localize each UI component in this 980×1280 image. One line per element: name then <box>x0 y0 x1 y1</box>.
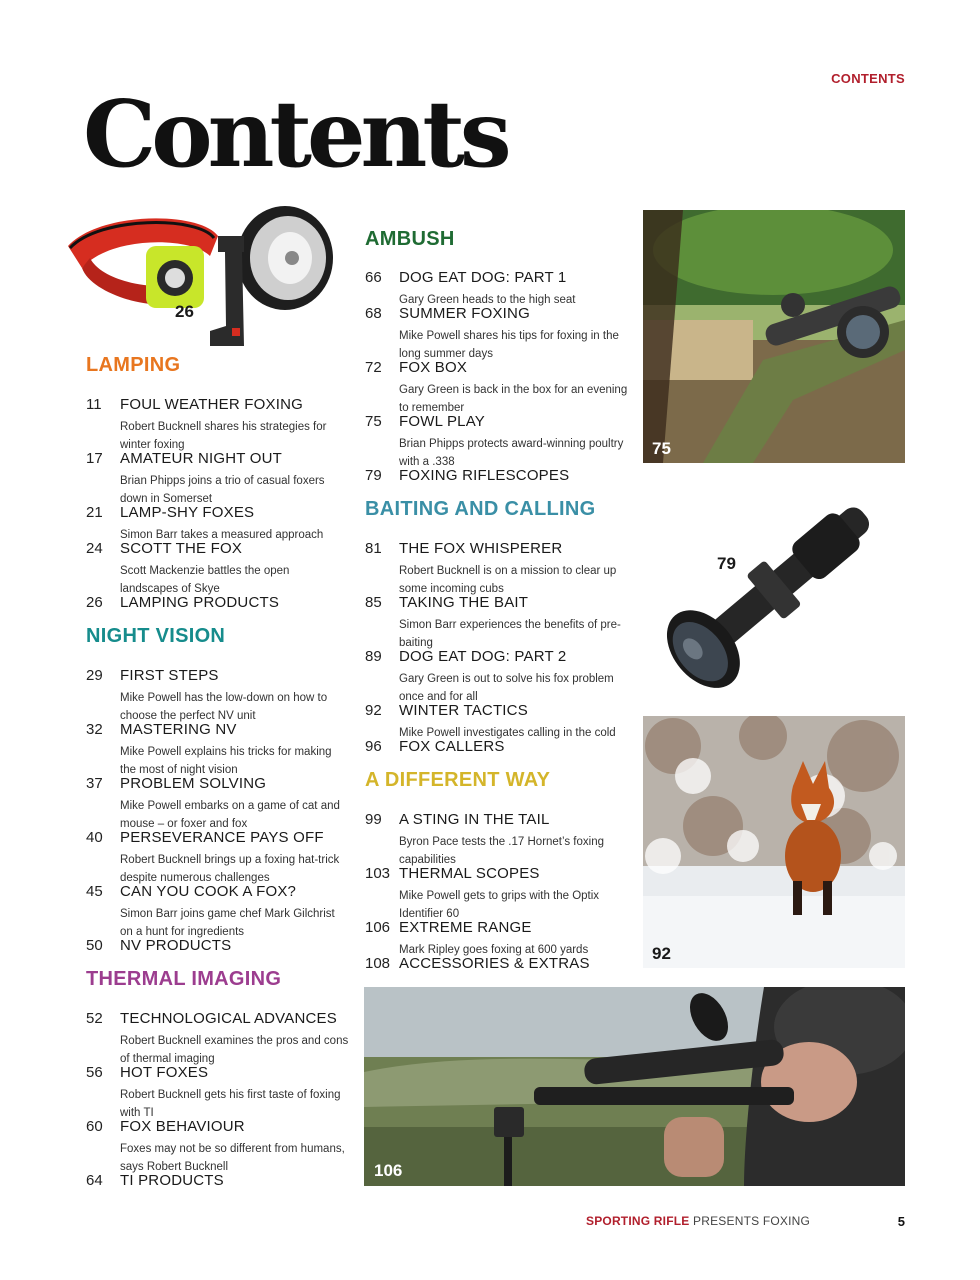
toc-desc: Gary Green is back in the box for an evening to remember <box>399 384 628 414</box>
toc-page: 60 <box>86 1118 103 1135</box>
toc-page: 99 <box>365 811 382 828</box>
toc-desc: Simon Barr joins game chef Mark Gilchrist on a hunt for ingredients <box>120 908 335 938</box>
toc-page: 32 <box>86 721 103 738</box>
section-different-way <box>365 769 550 792</box>
toc-title: FOX CALLERS <box>399 738 505 755</box>
toc-page: 103 <box>365 865 391 882</box>
toc-title: NV PRODUCTS <box>120 937 232 954</box>
toc-title: A STING IN THE TAIL <box>399 811 550 828</box>
thermal-imaging-list <box>86 1010 366 1200</box>
photo-page-label: 26 <box>175 302 194 321</box>
toc-title: SUMMER FOXING <box>399 305 530 322</box>
winter-fox-photo <box>643 716 905 968</box>
section-heading: AMBUSH <box>365 228 455 250</box>
toc-page: 66 <box>365 269 382 286</box>
photo-page-label: 106 <box>374 1161 403 1180</box>
ambush-list <box>365 269 635 489</box>
extreme-range-photo <box>364 987 905 1186</box>
toc-page: 64 <box>86 1172 103 1189</box>
toc-page: 29 <box>86 667 103 684</box>
section-heading: BAITING AND CALLING <box>365 498 596 520</box>
page-title: Contents <box>83 80 507 188</box>
toc-desc: Mike Powell investigates calling in the cold <box>399 727 616 739</box>
toc-page: 37 <box>86 775 103 792</box>
baiting-list <box>365 540 635 760</box>
riflescopes-photo <box>643 472 905 704</box>
footer-magazine <box>586 1214 810 1228</box>
toc-page: 85 <box>365 594 382 611</box>
toc-title: LAMP-SHY FOXES <box>120 504 255 521</box>
toc-desc: Foxes may not be so different from humans, says Robert Bucknell <box>120 1143 345 1173</box>
toc-desc: Robert Bucknell examines the pros and cons of thermal imaging <box>120 1035 349 1065</box>
toc-page: 11 <box>86 396 102 413</box>
toc-title: FOWL PLAY <box>399 413 485 430</box>
toc-title: TAKING THE BAIT <box>399 594 529 611</box>
night-vision-list <box>86 667 366 957</box>
toc-page: 26 <box>86 594 103 611</box>
toc-page: 52 <box>86 1010 103 1027</box>
photo-page-label: 75 <box>652 439 671 458</box>
toc-title: THERMAL SCOPES <box>399 865 540 882</box>
section-thermal-imaging <box>86 968 281 991</box>
toc-title: PERSEVERANCE PAYS OFF <box>120 829 324 846</box>
toc-desc: Mike Powell embarks on a game of cat and mouse – or foxer and fox <box>120 800 340 830</box>
section-heading: THERMAL IMAGING <box>86 968 282 990</box>
section-ambush <box>365 228 455 251</box>
toc-title: DOG EAT DOG: PART 1 <box>399 269 567 286</box>
section-tag: CONTENTS <box>831 71 905 86</box>
toc-desc: Robert Bucknell gets his first taste of foxing with TI <box>120 1089 341 1119</box>
toc-desc: Gary Green heads to the high seat <box>399 294 576 306</box>
fowl-play-photo <box>643 210 905 463</box>
page-number: 5 <box>897 1214 905 1229</box>
toc-title: AMATEUR NIGHT OUT <box>120 450 283 467</box>
toc-desc: Robert Bucknell shares his strategies for winter foxing <box>120 421 327 451</box>
toc-title: TI PRODUCTS <box>120 1172 224 1189</box>
toc-desc: Scott Mackenzie battles the open landscapes of Skye <box>120 565 290 595</box>
section-lamping <box>86 354 180 377</box>
toc-page: 79 <box>365 467 382 484</box>
toc-desc: Mike Powell shares his tips for foxing in the long summer days <box>399 330 619 360</box>
toc-title: DOG EAT DOG: PART 2 <box>399 648 567 665</box>
toc-page: 45 <box>86 883 103 900</box>
toc-desc: Mike Powell has the low-down on how to choose the perfect NV unit <box>120 692 328 722</box>
toc-title: FOX BEHAVIOUR <box>120 1118 245 1135</box>
toc-page: 96 <box>365 738 382 755</box>
toc-desc: Mike Powell gets to grips with the Optix Identifier 60 <box>399 890 600 920</box>
toc-page: 92 <box>365 702 382 719</box>
toc-desc: Simon Barr experiences the benefits of pre-baiting <box>399 619 621 649</box>
toc-page: 21 <box>86 504 103 521</box>
toc-desc: Brian Phipps joins a trio of casual foxers down in Somerset <box>120 475 325 505</box>
toc-page: 24 <box>86 540 103 557</box>
toc-page: 56 <box>86 1064 103 1081</box>
toc-desc: Simon Barr takes a measured approach <box>120 529 324 541</box>
toc-desc: Mike Powell explains his tricks for making the most of night vision <box>120 746 332 776</box>
lamping-products-photo <box>60 196 340 354</box>
toc-desc: Mark Ripley goes foxing at 600 yards <box>399 944 589 956</box>
photo-page-label: 92 <box>652 944 671 963</box>
toc-desc: Brian Phipps protects award-winning poultry with a .338 <box>399 438 624 468</box>
toc-title: PROBLEM SOLVING <box>120 775 267 792</box>
section-heading: A DIFFERENT WAY <box>365 769 551 791</box>
toc-page: 75 <box>365 413 382 430</box>
photo-page-label: 79 <box>717 554 736 573</box>
toc-title: WINTER TACTICS <box>399 702 528 719</box>
footer-text: PRESENTS FOXING <box>693 1214 811 1228</box>
toc-title: THE FOX WHISPERER <box>399 540 563 557</box>
toc-desc: Robert Bucknell is on a mission to clear up some incoming cubs <box>399 565 617 595</box>
toc-page: 106 <box>365 919 391 936</box>
toc-title: MASTERING NV <box>120 721 237 738</box>
toc-title: LAMPING PRODUCTS <box>120 594 280 611</box>
toc-page: 108 <box>365 955 391 972</box>
toc-title: TECHNOLOGICAL ADVANCES <box>120 1010 337 1027</box>
footer-brand: SPORTING RIFLE <box>586 1214 690 1228</box>
toc-title: FOX BOX <box>399 359 468 376</box>
toc-page: 17 <box>86 450 103 467</box>
toc-title: FIRST STEPS <box>120 667 219 684</box>
toc-desc: Robert Bucknell brings up a foxing hat-trick despite numerous challenges <box>120 854 340 884</box>
toc-page: 89 <box>365 648 382 665</box>
toc-title: FOXING RIFLESCOPES <box>399 467 570 484</box>
toc-desc: Gary Green is out to solve his fox problem once and for all <box>399 673 614 703</box>
toc-page: 68 <box>365 305 382 322</box>
toc-desc: Byron Pace tests the .17 Hornet’s foxing capabilities <box>399 836 604 866</box>
toc-page: 40 <box>86 829 103 846</box>
toc-title: ACCESSORIES & EXTRAS <box>399 955 590 972</box>
toc-title: CAN YOU COOK A FOX? <box>120 883 297 900</box>
section-baiting-calling <box>365 498 596 521</box>
toc-title: HOT FOXES <box>120 1064 209 1081</box>
toc-title: FOUL WEATHER FOXING <box>120 396 303 413</box>
section-heading: LAMPING <box>86 354 181 376</box>
toc-title: SCOTT THE FOX <box>120 540 243 557</box>
toc-page: 50 <box>86 937 103 954</box>
section-heading: NIGHT VISION <box>86 625 226 647</box>
toc-title: EXTREME RANGE <box>399 919 532 936</box>
section-night-vision <box>86 625 225 648</box>
different-way-list <box>365 811 635 981</box>
toc-page: 72 <box>365 359 382 376</box>
lamping-list <box>86 396 366 616</box>
toc-page: 81 <box>365 540 382 557</box>
